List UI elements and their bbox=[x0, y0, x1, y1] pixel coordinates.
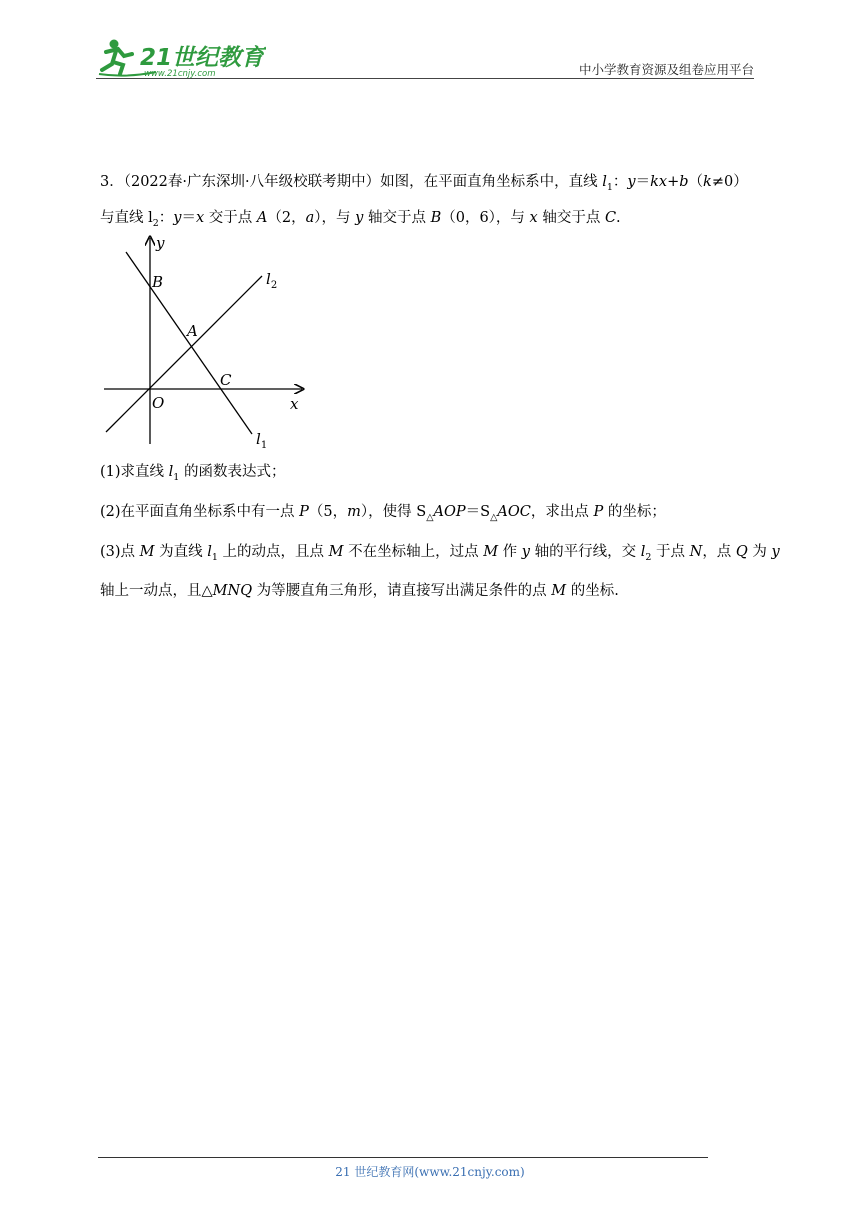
sub-questions bbox=[100, 462, 780, 615]
line-l2 bbox=[106, 276, 262, 432]
header-platform-name: 中小学教育资源及组卷应用平台 bbox=[578, 62, 754, 77]
question-source: （2022春·广东深圳·八年级校联考期中） bbox=[123, 174, 381, 190]
part-1: (1)求直线 $l_1$ 的函数表达式； bbox=[100, 464, 286, 483]
label-origin: O bbox=[152, 394, 165, 412]
svg-text:www.21cnjy.com: www.21cnjy.com bbox=[144, 69, 216, 79]
label-line-l1: $l_1$ bbox=[256, 430, 268, 448]
question-stem bbox=[100, 172, 770, 234]
stem-line-2: 与直线 $l_2$：y＝x 交于点 A（2，a），与 y 轴交于点 B（0，6），与 x 轴交于点 C. bbox=[100, 209, 621, 229]
question-number: 3． bbox=[100, 174, 124, 190]
line-l1 bbox=[126, 252, 252, 434]
label-x: x bbox=[290, 395, 299, 413]
footer-link[interactable]: 21 世纪教育网(www.21cnjy.com) bbox=[335, 1165, 525, 1179]
header-divider bbox=[96, 78, 754, 79]
label-line-l2: $l_2$ bbox=[266, 270, 278, 291]
svg-text:21世纪教育: 21世纪教育 bbox=[140, 45, 265, 71]
label-point-a: A bbox=[187, 322, 198, 340]
coordinate-figure bbox=[100, 232, 310, 448]
part-2: (2)在平面直角坐标系中有一点 P（5，m），使得 $S_\triangle AOP=S_\triangle AOC$，求出点 P 的坐标； bbox=[100, 503, 666, 523]
label-point-c: C bbox=[220, 371, 232, 389]
footer-divider bbox=[98, 1157, 708, 1158]
label-y: y bbox=[156, 234, 165, 252]
part-3: (3)点 M 为直线 $l_1$ 上的动点，且点 M 不在坐标轴上，过点 M 作 y 轴的平行线，交 $l_2$ 于点 N，点 Q 为 y 轴上一动点，且△MNQ 为等腰直角三角形，请直接写出满足条件的点 M 的坐标. bbox=[100, 543, 780, 599]
site-logo bbox=[96, 34, 266, 80]
stem-line-1: 3．（2022春·广东深圳·八年级校联考期中）如图，在平面直角坐标系中，直线 $l_1$：y＝kx+b（k≠0） bbox=[100, 174, 748, 193]
label-point-b: B bbox=[152, 273, 164, 291]
